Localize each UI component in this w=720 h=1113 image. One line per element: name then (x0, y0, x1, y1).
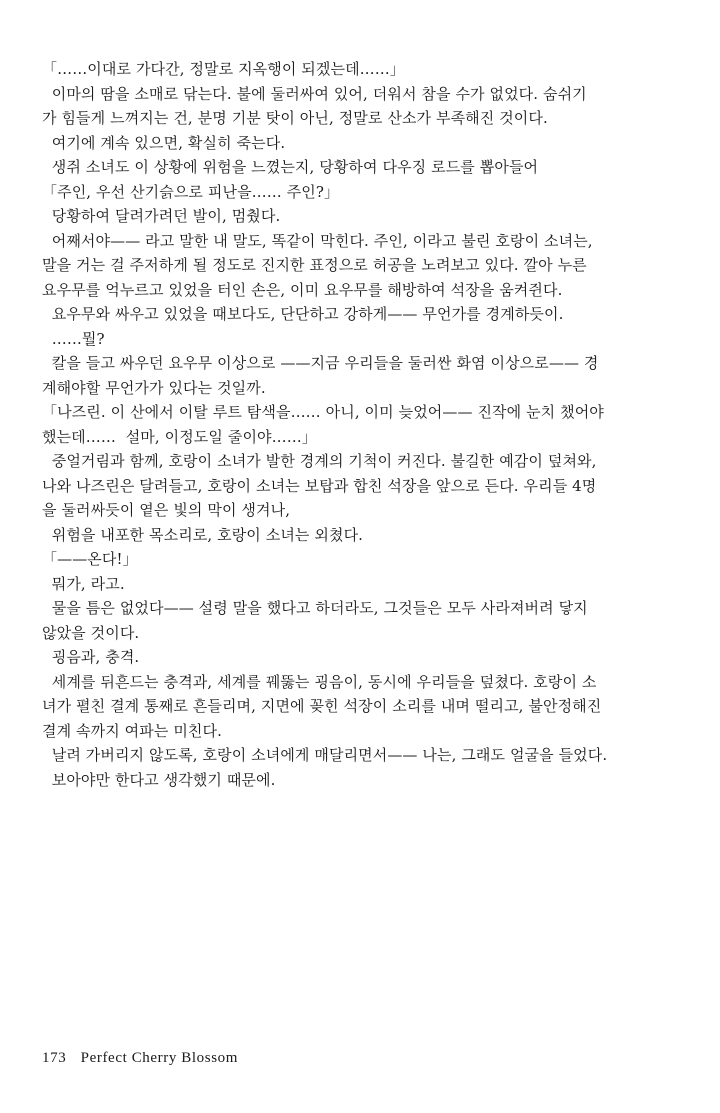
text-line: 중얼거림과 함께, 호랑이 소녀가 발한 경계의 기척이 커진다. 불길한 예감이 덮쳐와, (42, 452, 597, 470)
book-title: Perfect Cherry Blossom (80, 1050, 239, 1066)
text-line: 여기에 계속 있으면, 확실히 죽는다. (42, 133, 286, 152)
text-line: 굉음과, 충격. (42, 648, 140, 666)
text-line: 보아야만 한다고 생각했기 때문에. (42, 770, 276, 789)
text-line: 요우무와 싸우고 있었을 때보다도, 단단하고 강하게—— 무언가를 경계하듯이. (42, 305, 564, 323)
text-line: ……뭘? (42, 329, 105, 348)
text-line: 요우무를 억누르고 있었을 터인 손은, 이미 요우무를 해방하여 석장을 움켜쥔다. (42, 280, 563, 299)
text-line: 녀가 펼친 결계 통째로 흔들리며, 지면에 꽂힌 석장이 소리를 내며 떨리고, 불안정해진 (42, 697, 602, 715)
text-line: 「나즈린. 이 산에서 이탈 루트 탐색을…… 아니, 이미 늦었어—— 진작에 눈치 챘어야 (42, 403, 604, 421)
text-line: 을 둘러싸듯이 옅은 빛의 막이 생겨나, (42, 501, 291, 519)
text-line: 당황하여 달려가려던 발이, 멈췄다. (42, 207, 281, 225)
text-line: 「……이대로 가다간, 정말로 지옥행이 되겠는데……」 (42, 60, 405, 78)
text-line: 이마의 땀을 소매로 닦는다. 불에 둘러싸여 있어, 더워서 참을 수가 없었다. 숨쉬기 (42, 84, 587, 103)
page-number: 173 (42, 1050, 67, 1066)
text-line: 칼을 들고 싸우던 요우무 이상으로 ——지금 우리들을 둘러싼 화염 이상으로—— 경 (42, 354, 599, 372)
text-line: 세계를 뒤흔드는 충격과, 세계를 꿰뚫는 굉음이, 동시에 우리들을 덮쳤다. 호랑이 소 (42, 672, 597, 691)
text-line: 위험을 내포한 목소리로, 호랑이 소녀는 외쳤다. (42, 525, 364, 544)
text-line: 뭐가, 라고. (42, 574, 125, 593)
text-line: 생쥐 소녀도 이 상황에 위험을 느꼈는지, 당황하여 다우징 로드를 뽑아들어 (42, 158, 539, 176)
text-line: 결계 속까지 여파는 미친다. (42, 721, 222, 740)
text-line: 「주인, 우선 산기슭으로 피난을…… 주인?」 (42, 182, 340, 201)
text-line: 물을 틈은 없었다—— 설령 말을 했다고 하더라도, 그것들은 모두 사라져버려 닿지 (42, 599, 588, 617)
text-line: 어째서야—— 라고 말한 내 말도, 똑같이 막힌다. 주인, 이라고 불린 호랑이 소녀는, (42, 231, 593, 250)
text-line: 나와 나즈린은 달려들고, 호랑이 소녀는 보탑과 합친 석장을 앞으로 든다. 우리들 4명 (42, 476, 597, 495)
page-footer (42, 1050, 238, 1067)
text-line: 했는데…… 설마, 이정도일 줄이야……」 (42, 427, 317, 446)
text-line: 가 힘들게 느껴지는 건, 분명 기분 탓이 아닌, 정말로 산소가 부족해진 것이다. (42, 109, 548, 127)
text-line: 않았을 것이다. (42, 623, 140, 642)
text-line: 말을 거는 걸 주저하게 될 정도로 진지한 표정으로 허공을 노려보고 있다. 깔아 누른 (42, 256, 587, 274)
text-line: 「——온다!」 (42, 550, 138, 568)
text-line: 계해야할 무언가가 있다는 것일까. (42, 378, 266, 397)
text-line: 날려 가버리지 않도록, 호랑이 소녀에게 매달리면서—— 나는, 그래도 얼굴을 들었다. (42, 746, 608, 764)
body-text (42, 57, 702, 792)
